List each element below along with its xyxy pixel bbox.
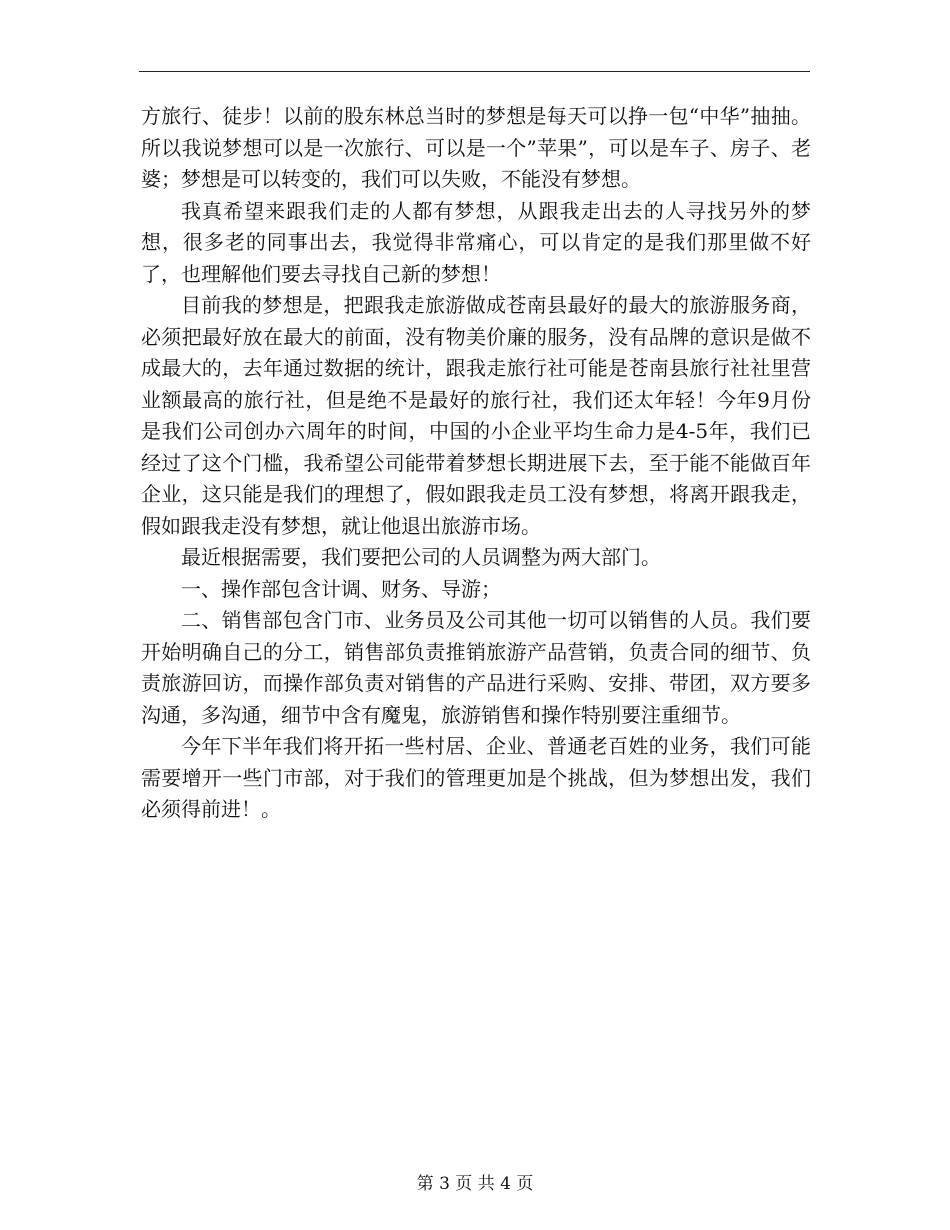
paragraph-4: 最近根据需要，我们要把公司的人员调整为两大部门。 bbox=[181, 545, 661, 569]
document-body bbox=[141, 101, 811, 826]
paragraph-2: 我真希望来跟我们走的人都有梦想，从跟我走出去的人寻找另外的梦想，很多老的同事出去，我觉得非常痛心，可以肯定的是我们那里做不好了，也理解他们要去寻找自己新的梦想！ bbox=[141, 198, 811, 286]
page-number-footer: 第 3 页 共 4 页 bbox=[416, 1174, 534, 1194]
paragraph-7: 今年下半年我们将开拓一些村居、企业、普通老百姓的业务，我们可能需要增开一些门市部，对于我们的管理更加是个挑战，但为梦想出发，我们必须得前进！。 bbox=[141, 734, 811, 821]
paragraph-6: 二、销售部包含门市、业务员及公司其他一切可以销售的人员。我们要开始明确自己的分工，销售部负责推销旅游产品营销，负责合同的细节、负责旅游回访，而操作部负责对销售的产品进行采购、安排、带团，双方要多沟通，多沟通，细节中含有魔鬼，旅游销售和操作特别要注重细节。 bbox=[141, 608, 811, 727]
paragraph-5: 一、操作部包含计调、财务、导游； bbox=[181, 576, 501, 601]
paragraph-1: 方旅行、徒步！以前的股东林总当时的梦想是每天可以挣一包“中华”抽抽。所以我说梦想可以是一次旅行、可以是一个”苹果”，可以是车子、房子、老婆；梦想是可以转变的，我们可以失败，不能没有梦想。 bbox=[141, 104, 811, 191]
header-rule bbox=[139, 71, 810, 72]
paragraph-3: 目前我的梦想是，把跟我走旅游做成苍南县最好的最大的旅游服务商，必须把最好放在最大的前面，没有物美价廉的服务，没有品牌的意识是做不成最大的，去年通过数据的统计，跟我走旅行社可能是苍南县旅行社社里营业额最高的旅行社，但是绝不是最好的旅行社，我们还太年轻！今年9月份是我们公司创办六周年的时间，中国的小企业平均生命力是4-5年，我们已经过了这个门槛，我希望公司能带着梦想长期进展下去，至于能不能做百年企业，这只能是我们的理想了，假如跟我走员工没有梦想，将离开跟我走，假如跟我走没有梦想，就让他退出旅游市场。 bbox=[141, 293, 811, 538]
